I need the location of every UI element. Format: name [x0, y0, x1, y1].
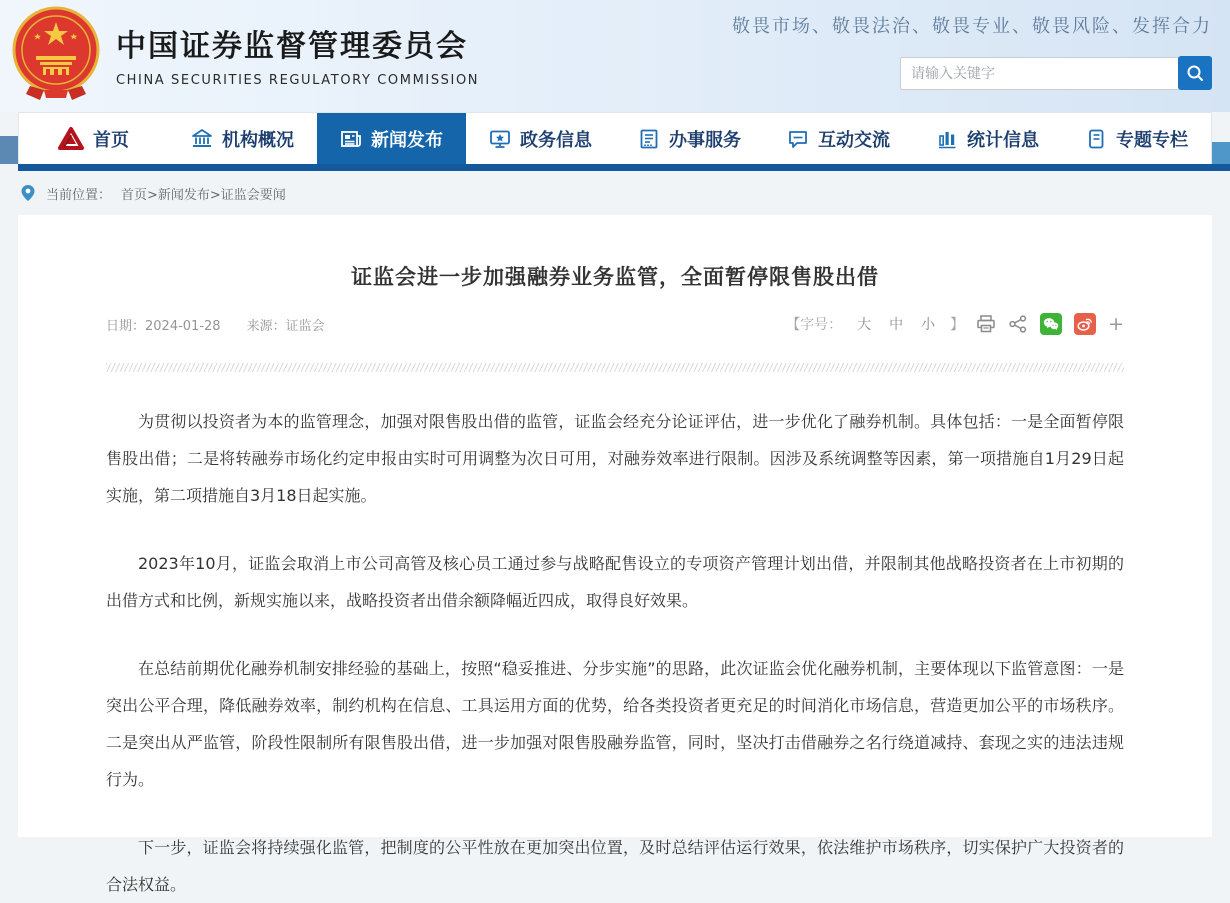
- nav-bottom-strip: [18, 164, 1230, 171]
- nav-item-statistics[interactable]: [913, 113, 1062, 164]
- nav-label: 机构概况: [222, 129, 294, 151]
- more-share-button[interactable]: +: [1108, 312, 1124, 335]
- nav-item-interaction[interactable]: [764, 113, 913, 164]
- institution-building-icon: [191, 128, 213, 150]
- breadcrumb-path[interactable]: 首页>新闻发布>证监会要闻: [121, 187, 286, 203]
- speech-bubble-icon: [787, 128, 809, 150]
- fontsize-large-button[interactable]: 大: [857, 317, 872, 333]
- article-paragraph: 在总结前期优化融券机制安排经验的基础上，按照“稳妥推进、分步实施”的思路，此次证监会优化融券机制，主要体现以下监管意图：一是突出公平合理，降低融券效率，制约机构在信息、工具运用方面的优势，给各类投资者更充足的时间消化市场信息，营造更加公平的市场秩序。二是突出从严监管，阶段性限制所有限售股出借，进一步加强对限售股融券监管，同时，坚决打击借融券之名行绕道减持、套现之实的违法违规行为。: [106, 659, 1124, 789]
- fontsize-medium-button[interactable]: 中: [889, 317, 904, 333]
- nav-item-services[interactable]: [615, 113, 764, 164]
- article-date: 日期：2024-01-28: [106, 318, 221, 334]
- nav-label: 新闻发布: [371, 129, 443, 151]
- nav-label: 办事服务: [669, 129, 741, 151]
- nav-label: 首页: [93, 129, 129, 151]
- nav-label: 政务信息: [520, 129, 592, 151]
- newspaper-icon: [340, 128, 362, 150]
- nav-right-decoration: [1212, 142, 1230, 164]
- hatched-divider: [106, 363, 1124, 372]
- article-title: 证监会进一步加强融券业务监管，全面暂停限售股出借: [351, 265, 879, 289]
- article-source: 来源：证监会: [246, 318, 325, 334]
- nav-item-news[interactable]: [317, 113, 466, 164]
- fontsize-prefix: 【字号：: [786, 317, 843, 333]
- nav-item-gov-info[interactable]: [466, 113, 615, 164]
- bar-chart-icon: [936, 128, 958, 150]
- nav-label: 专题专栏: [1116, 129, 1188, 151]
- national-emblem-icon: [10, 6, 102, 102]
- nav-item-special-columns[interactable]: [1062, 113, 1211, 164]
- article-meta-row: [106, 313, 1124, 335]
- site-title-cn: 中国证券监督管理委员会: [116, 28, 468, 64]
- article-paragraph: 下一步，证监会将持续强化监管，把制度的公平性放在更加突出位置，及时总结评估运行效果，依法维护市场秩序，切实保护广大投资者的合法权益。: [106, 838, 1124, 894]
- nav-item-about[interactable]: [168, 113, 317, 164]
- weibo-share-button[interactable]: [1074, 313, 1096, 335]
- share-button[interactable]: [1008, 314, 1028, 334]
- location-pin-icon: [20, 184, 36, 202]
- magnifier-icon: [1185, 63, 1205, 83]
- fontsize-suffix: 】: [950, 317, 965, 333]
- header-slogan: 敬畏市场、敬畏法治、敬畏专业、敬畏风险、发挥合力: [732, 16, 1212, 37]
- site-title-en: CHINA SECURITIES REGULATORY COMMISSION: [116, 72, 480, 88]
- article-paragraph: 2023年10月，证监会取消上市公司高管及核心员工通过参与战略配售设立的专项资产管理计划出借，并限制其他战略投资者在上市初期的出借方式和比例，新规实施以来，战略投资者出借余额降幅近四成，取得良好效果。: [106, 554, 1124, 610]
- printer-icon: [976, 314, 996, 334]
- print-button[interactable]: [976, 314, 996, 334]
- wechat-icon: [1043, 317, 1059, 331]
- article-toolbar: [786, 313, 1124, 335]
- csrc-logo-icon: [58, 127, 84, 151]
- main-navigation: [0, 112, 1230, 171]
- weibo-icon: [1077, 316, 1093, 332]
- search-input[interactable]: [900, 57, 1178, 90]
- search-bar: [732, 56, 1212, 90]
- site-brand: [10, 6, 479, 102]
- site-header: [0, 0, 1230, 112]
- share-nodes-icon: [1008, 314, 1028, 334]
- search-button[interactable]: [1178, 56, 1212, 90]
- monitor-star-icon: [489, 128, 511, 150]
- article-card: [18, 215, 1212, 894]
- brand-titles: [116, 21, 479, 88]
- article-body: [106, 403, 1124, 903]
- nav-item-home[interactable]: [19, 113, 168, 164]
- document-list-icon: [638, 128, 660, 150]
- nav-left-decoration: [0, 136, 18, 164]
- breadcrumb: [0, 171, 1230, 215]
- nav-label: 互动交流: [818, 129, 890, 151]
- wechat-share-button[interactable]: [1040, 313, 1062, 335]
- nav-label: 统计信息: [967, 129, 1039, 151]
- breadcrumb-label: 当前位置：: [46, 187, 112, 203]
- fontsize-small-button[interactable]: 小: [921, 317, 936, 333]
- notebook-icon: [1085, 128, 1107, 150]
- article-paragraph: 为贯彻以投资者为本的监管理念，加强对限售股出借的监管，证监会经充分论证评估，进一步优化了融券机制。具体包括：一是全面暂停限售股出借；二是将转融券市场化约定申报由实时可用调整为次日可用，对融券效率进行限制。因涉及系统调整等因素，第一项措施自1月29日起实施，第二项措施自3月18日起实施。: [106, 412, 1124, 505]
